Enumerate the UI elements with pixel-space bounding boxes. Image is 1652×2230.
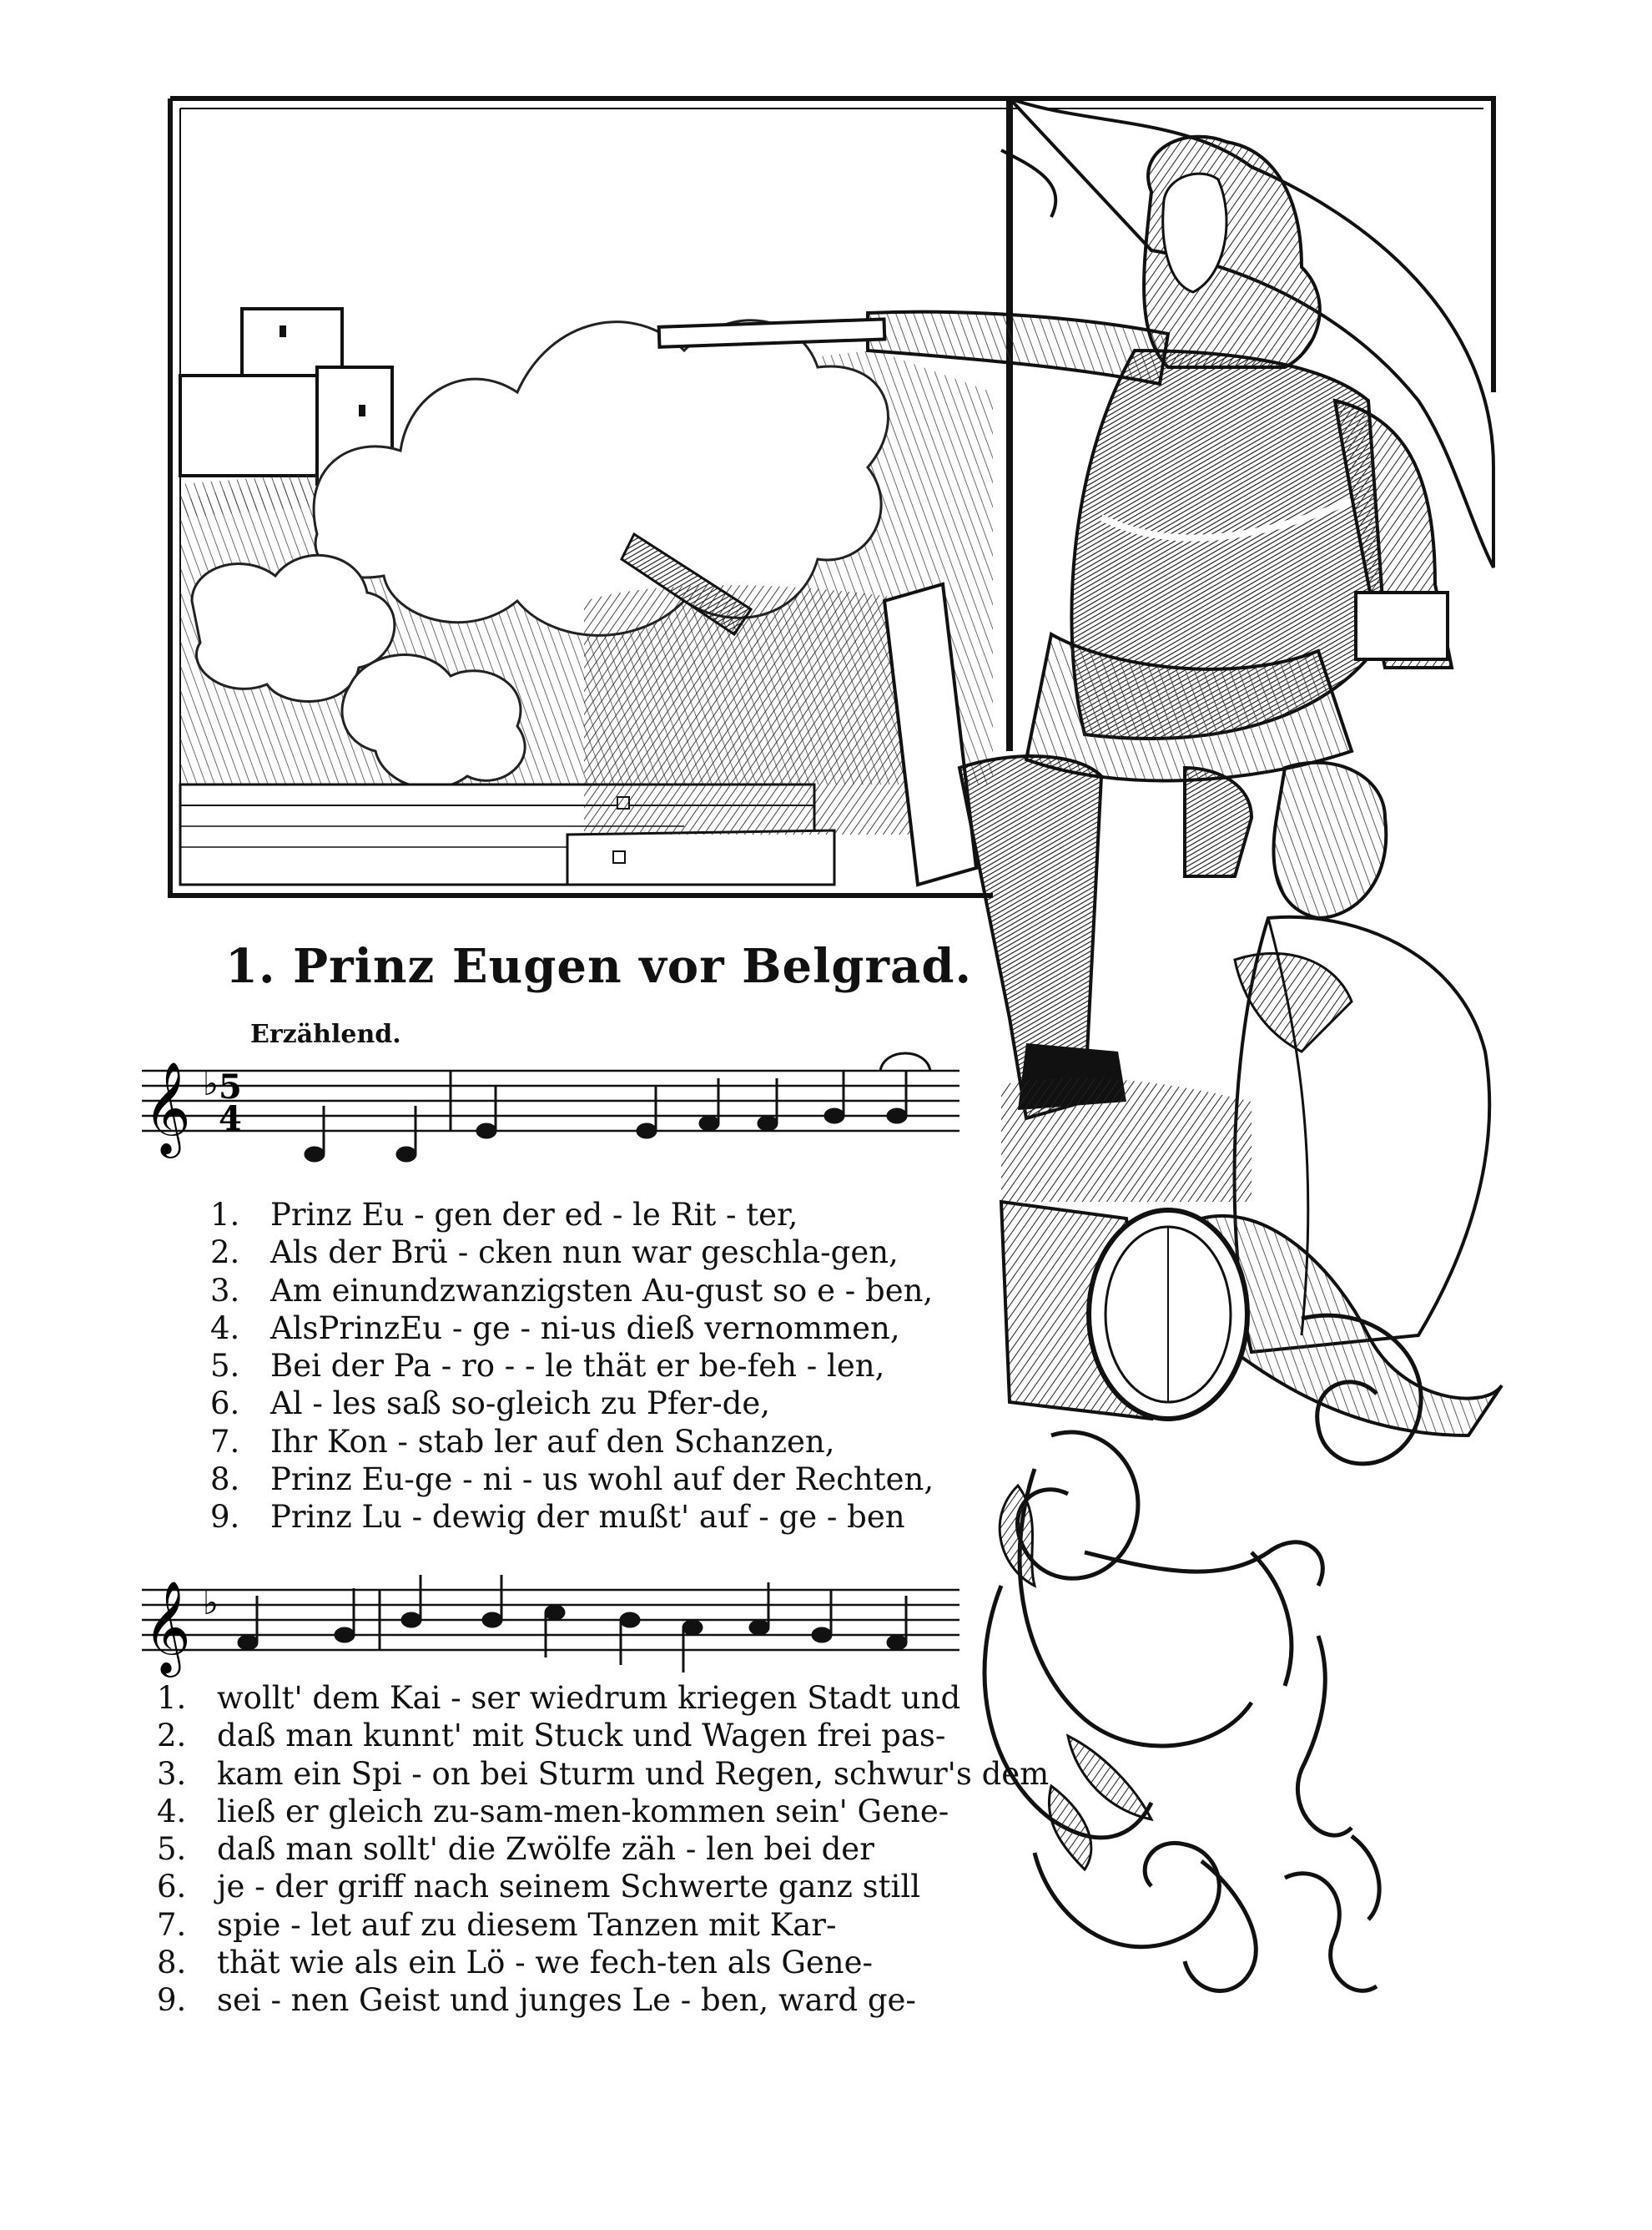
lyric-line: 5. Bei der Pa - ro - - le thät er be-feh - len, [210, 1348, 885, 1385]
lyrics-block-2 [157, 1679, 1050, 2020]
lyric-line: 2. daß man kunnt' mit Stuck und Wagen frei pas- [157, 1718, 946, 1754]
treble-clef: 𝄞 [144, 1580, 191, 1673]
treble-clef: 𝄞 [144, 1061, 191, 1154]
song-title: 1. Prinz Eugen vor Belgrad. [225, 939, 972, 994]
lyric-line: 8. thät wie als ein Lö - we fech-ten als Gene- [157, 1945, 874, 1981]
staff-lines-2 [142, 1590, 959, 1650]
lyric-line: 1. wollt' dem Kai - ser wiedrum kriegen Stadt und [157, 1680, 961, 1716]
lyric-line: 5. daß man sollt' die Zwölfe zäh - len bei der [157, 1831, 874, 1868]
time-signature-top: 5 [219, 1067, 242, 1107]
lyric-line: 8. Prinz Eu-ge - ni - us wohl auf der Rechten, [210, 1461, 934, 1498]
lyric-line: 3. kam ein Spi - on bei Sturm und Regen, schwur's dem [157, 1755, 1050, 1792]
key-signature-flat: ♭ [203, 1584, 219, 1622]
lyric-line: 7. spie - let auf zu diesem Tanzen mit Kar- [157, 1906, 837, 1943]
lyric-line: 9. sei - nen Geist und junges Le - ben, ward ge- [157, 1982, 916, 2019]
lyric-line: 2. Als der Brü - cken nun war geschla-gen, [210, 1234, 899, 1271]
lyric-line: 6. Al - les saß so-gleich zu Pfer-de, [210, 1385, 771, 1422]
lyric-line: 4. AlsPrinzEu - ge - ni-us dieß vernommen, [210, 1309, 900, 1346]
lyric-line: 6. je - der griff nach seinem Schwerte ganz still [157, 1869, 921, 1905]
lyric-line: 4. ließ er gleich zu-sam-men-kommen sein' Gene- [157, 1793, 949, 1829]
lyric-line: 7. Ihr Kon - stab ler auf den Schanzen, [210, 1423, 835, 1460]
lyric-line: 1. Prinz Eu - gen der ed - le Rit - ter, [210, 1197, 798, 1233]
time-signature-bottom: 4 [219, 1099, 242, 1138]
lyric-line: 9. Prinz Lu - dewig der mußt' auf - ge - ben [210, 1499, 905, 1536]
tempo-marking: Erzählend. [250, 1020, 401, 1049]
lyric-line: 3. Am einundzwanzigsten Au-gust so e - ben, [210, 1272, 934, 1309]
key-signature-flat: ♭ [203, 1065, 219, 1103]
